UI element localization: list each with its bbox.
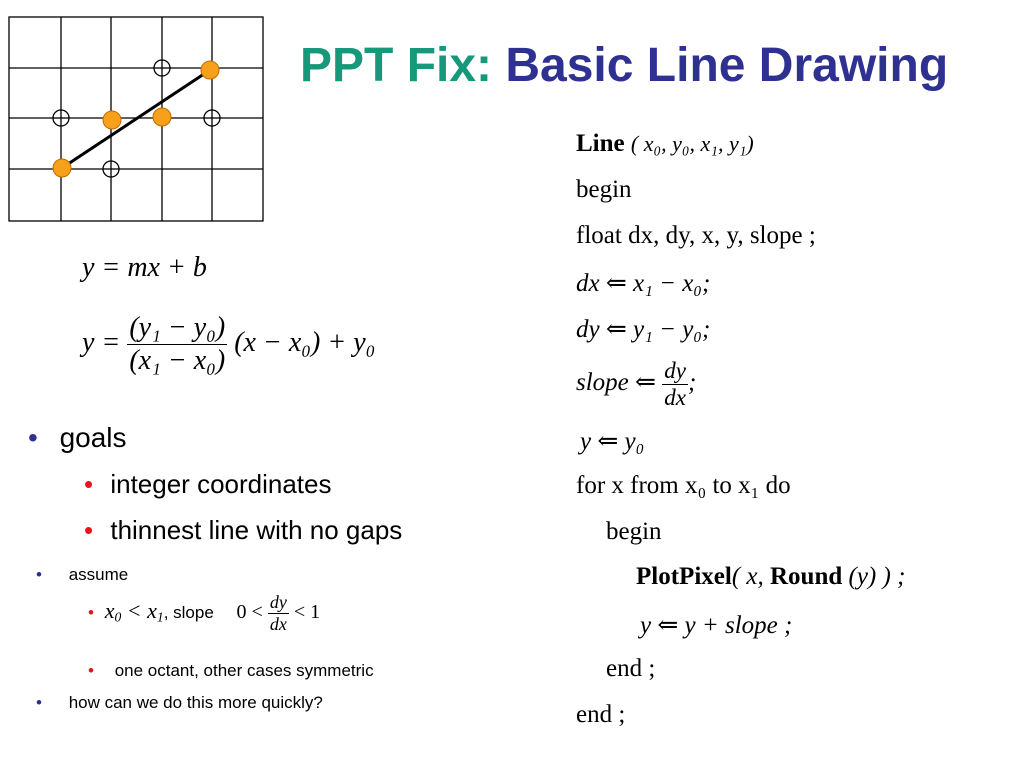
slope-lhs: slope ⇐ [576, 369, 656, 397]
code-plotpixel [636, 563, 905, 591]
goal-item-2-text: thinnest line with no gaps [110, 515, 403, 545]
bullet-icon: • [88, 661, 94, 680]
equation-two-point [82, 312, 375, 377]
pixel-grid-diagram [8, 16, 268, 226]
code-float-decl: float dx, dy, x, y, slope ; [576, 222, 816, 249]
code-begin: begin [576, 176, 632, 203]
slope-end: ; [687, 369, 697, 397]
equation-slope-intercept: y = mx + b [82, 252, 207, 283]
bullet-assume [36, 565, 128, 585]
plotpixel-open: ( x, [731, 563, 770, 590]
bullet-goals [28, 422, 127, 454]
eq2-numerator: (y₁ − y₀) [129, 312, 226, 343]
bullet-icon: • [36, 693, 42, 712]
round-keyword: Round [769, 563, 843, 590]
goal-item-1-text: integer coordinates [110, 469, 332, 499]
code-dy-assign: dy ⇐ y₁ − y₀; [576, 316, 711, 343]
code-inner-begin: begin [606, 518, 662, 545]
plotpixel-close: (y) ) ; [842, 563, 906, 590]
slope-denominator: dx [664, 385, 686, 410]
assume-item-octant [88, 661, 374, 681]
code-inner-end: end ; [606, 655, 656, 682]
hollow-pixel-1 [154, 60, 170, 76]
condition-slope-text: , slope [163, 603, 214, 623]
bullet-icon: • [84, 515, 94, 545]
hollow-pixel-4 [103, 161, 119, 177]
code-outer-end: end ; [576, 701, 626, 728]
eq2-rhs: (x − x₀) + y₀ [234, 326, 376, 358]
condition-slope-range: 0 < $\frac{dy}{dx}$ < 1 [236, 592, 321, 634]
filled-pixel-2 [103, 111, 121, 129]
bullet-icon: • [88, 603, 94, 623]
assume-item-condition [88, 592, 320, 635]
goals-text: goals [59, 422, 127, 453]
bullet-icon: • [36, 565, 42, 584]
question-text: how can we do this more quickly? [68, 693, 323, 712]
bullet-question [36, 693, 323, 713]
octant-text: one octant, other cases symmetric [114, 661, 374, 680]
hollow-pixel-3 [204, 110, 220, 126]
goal-item-2 [84, 515, 402, 546]
filled-pixel-3 [153, 108, 171, 126]
code-slope-assign [576, 358, 696, 411]
line-keyword: Line [576, 130, 625, 157]
bullet-icon: • [84, 469, 94, 499]
plotpixel-keyword: PlotPixel [636, 563, 732, 590]
code-y-init: y ⇐ y₀ [580, 428, 645, 455]
slope-numerator: dy [664, 358, 686, 383]
code-dx-assign: dx ⇐ x₁ − x₀; [576, 270, 711, 297]
code-y-update: y ⇐ y + slope ; [640, 612, 793, 639]
eq2-fraction [127, 312, 227, 377]
eq2-lhs: y = [82, 326, 121, 358]
ideal-line [62, 70, 210, 168]
hollow-pixel-2 [53, 110, 69, 126]
goal-item-1 [84, 469, 331, 500]
eq2-denominator: (x₁ − x₀) [129, 345, 226, 376]
slope-fraction [662, 358, 688, 411]
condition-x: $x_0 < x_1$ [104, 598, 164, 625]
filled-pixel-1 [53, 159, 71, 177]
filled-pixel-4 [201, 61, 219, 79]
bullet-icon: • [28, 422, 38, 453]
code-for-loop: for x from x₀ to x₁ do [576, 472, 791, 499]
title-part2: Basic Line Drawing [505, 39, 949, 92]
assume-text: assume [68, 565, 129, 584]
code-line-signature [576, 130, 754, 158]
title-part1: PPT Fix: [300, 39, 493, 92]
line-args: ( x₀, y₀, x₁, y₁) [630, 131, 754, 156]
slide-title [300, 38, 948, 93]
